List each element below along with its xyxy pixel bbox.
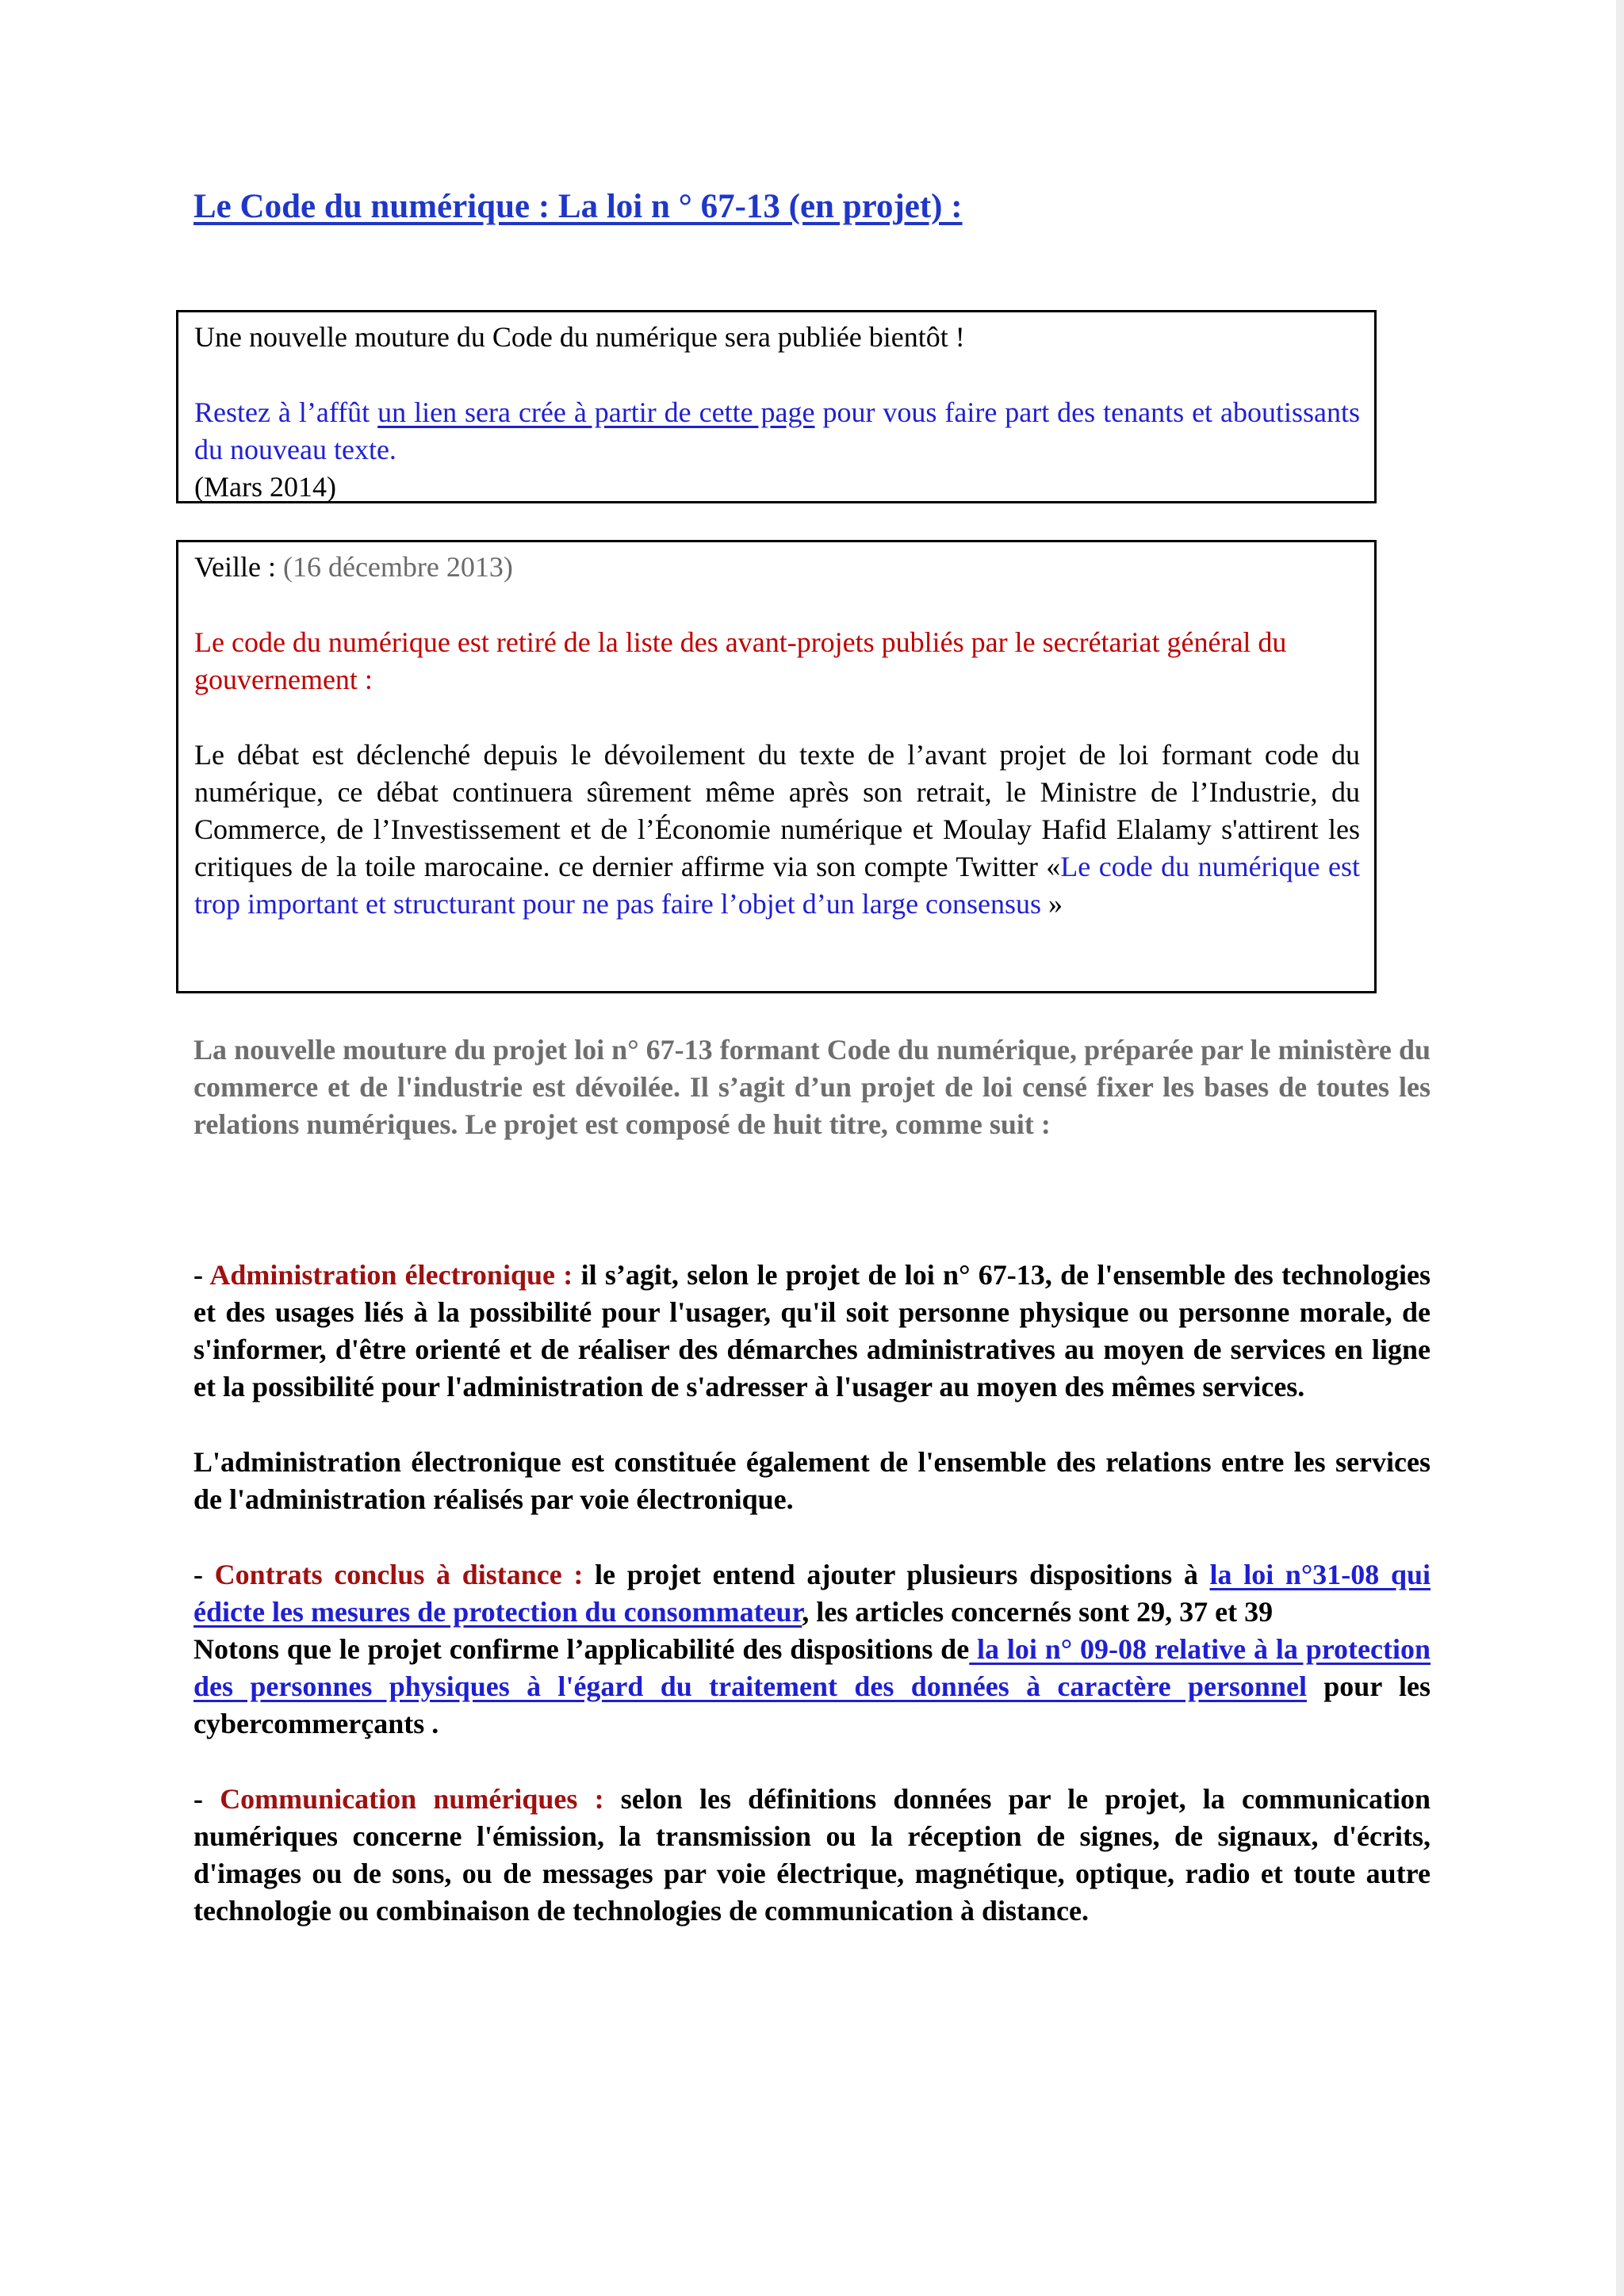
- contrats-text: le projet entend ajouter plusieurs dispositions à: [595, 1559, 1210, 1590]
- notons-text-end: pour les cybercommerçants .: [193, 1670, 1431, 1739]
- titles-list: [193, 1257, 1431, 1930]
- page-title: Le Code du numérique : La loi n ° 67-13 (en projet) :: [193, 188, 963, 225]
- announcement-line: Une nouvelle mouture du Code du numérique sera publiée bientôt !: [194, 321, 965, 353]
- veille-headline: Le code du numérique est retiré de la liste des avant-projets publiés par le secrétariat général du gouvernement :: [194, 626, 1287, 695]
- intro-paragraph: [193, 1031, 1431, 1143]
- comm-text: selon les définitions données par le projet, la communication numériques concerne l'émission, la transmission ou la réception de signes, de signaux, d'écrits, d'images ou de sons, ou de messages par voie électrique, magnétique, optique, radio et toute autre technologie ou combinaison de technologies de communication à distance.: [193, 1783, 1431, 1927]
- announcement-text-end: pour vous faire part des tenants et aboutissants du nouveau texte.: [194, 396, 1360, 465]
- veille-paragraph-text: Le débat est déclenché depuis le dévoilement du texte de l’avant projet de loi formant code du numérique, ce débat continuera sûrement même après son retrait, le Ministre de l’Industrie, du Commerce, de l’Investissement et de l’Économie numérique et Moulay Hafid Elalamy s'attirent les critiques de la toile marocaine. ce dernier affirme via son compte Twitter «: [194, 739, 1360, 882]
- announcement-box: [176, 310, 1377, 503]
- contrats-term: Contrats conclus à distance :: [214, 1559, 596, 1590]
- veille-line: [194, 549, 1360, 586]
- contrats-dash: -: [193, 1559, 215, 1590]
- veille-paragraph: [194, 737, 1360, 923]
- announcement-text-start: Restez à l’affût: [194, 396, 378, 428]
- section-admin: [193, 1257, 1431, 1406]
- announcement-paragraph: [194, 394, 1360, 469]
- veille-label: Veille :: [194, 551, 283, 583]
- section-contrats: [193, 1556, 1431, 1631]
- page-link[interactable]: un lien sera crée à partir de cette page: [377, 396, 815, 428]
- section-admin-2: L'administration électronique est constituée également de l'ensemble des relations entre les services de l'administration réalisés par voie électronique.: [193, 1446, 1431, 1515]
- page-edge: [1616, 0, 1624, 2296]
- comm-dash: -: [193, 1783, 220, 1815]
- admin-term: Administration électronique :: [209, 1259, 581, 1291]
- law-09-08-link[interactable]: la loi n° 09-08 relative à la protection des personnes physiques à l'égard du traitement des données à caractère personnel: [193, 1633, 1431, 1702]
- section-comm: [193, 1781, 1431, 1930]
- notons-text: Notons que le projet confirme l’applicabilité des dispositions de: [193, 1633, 970, 1665]
- twitter-quote: Le code du numérique est trop important et structurant pour ne pas faire l’objet d’un large consensus: [194, 851, 1360, 920]
- comm-term: Communication numériques :: [220, 1783, 621, 1815]
- section-notons: [193, 1631, 1431, 1743]
- law-31-08-link[interactable]: la loi n°31-08 qui édicte les mesures de protection du consommateur: [193, 1559, 1431, 1628]
- quote-close: »: [1048, 888, 1063, 920]
- contrats-text-end: , les articles concernés sont 29, 37 et 39: [802, 1596, 1274, 1628]
- admin-dash: -: [193, 1259, 210, 1291]
- veille-box: [176, 540, 1377, 993]
- announcement-date: (Mars 2014): [194, 471, 336, 503]
- intro-text: La nouvelle mouture du projet loi n° 67-13 formant Code du numérique, préparée par le ministère du commerce et de l'industrie est dévoilée. Il s’agit d’un projet de loi censé fixer les bases de toutes les relations numériques. Le projet est composé de huit titre, comme suit :: [193, 1034, 1431, 1140]
- veille-date: (16 décembre 2013): [282, 551, 513, 583]
- admin-text: il s’agit, selon le projet de loi n° 67-13, de l'ensemble des technologies et des usages liés à la possibilité pour l'usager, qu'il soit personne physique ou personne morale, de s'informer, d'être orienté et de réaliser des démarches administratives au moyen de services en ligne et la possibilité pour l'administration de s'adresser à l'usager au moyen des mêmes services.: [193, 1259, 1431, 1402]
